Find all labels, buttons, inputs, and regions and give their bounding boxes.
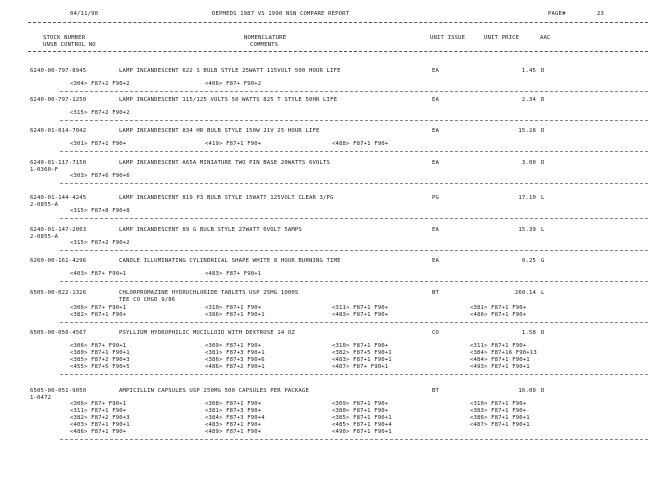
installation-count: <483> F87+1 F90+1 [332, 357, 392, 363]
installation-count: <304> F87+2 F90+2 [70, 81, 130, 87]
unit-price: 15.28 [518, 128, 536, 134]
installation-count: <382> F87+2 F90+3 [70, 415, 130, 421]
aac-code: L [541, 227, 545, 233]
installation-count: <384> F87+3 F90+4 [205, 415, 265, 421]
installation-count: <310> F87+1 F90+ [332, 343, 389, 349]
installation-count: <309> F87+1 F90+ [205, 343, 262, 349]
aac-code: G [541, 258, 545, 264]
installation-count: <386> F87+1 F90+1 [470, 415, 530, 421]
installation-count: <486> F87+2 F90+1 [205, 364, 265, 370]
stock-number: 6240-01-014-7042 [30, 128, 87, 134]
nomenclature: LAMP INCANDESCENT 89 G BULB STYLE 27WATT 6VOLT 5AMPS [119, 227, 302, 233]
control-number: 1-0472 [30, 395, 52, 401]
unit-price: 2.34 [521, 97, 536, 103]
stock-number: 6240-00-797-1250 [30, 97, 87, 103]
column-header-rule [28, 51, 648, 52]
installation-count: <306> F87+ F90+1 [70, 401, 127, 407]
installation-count: <487> F87+1 F90+1 [470, 422, 530, 428]
col-aac: AAC [540, 35, 551, 41]
unit-issue: BT [432, 388, 440, 394]
nomenclature: LAMP INCANDESCENT 834 HR BULB STYLE 150W 21V 25 HOUR LIFE [119, 128, 320, 134]
installation-count: <315> F87+8 F90+8 [70, 208, 130, 214]
installation-count: <455> F87+5 F90+5 [70, 364, 130, 370]
unit-issue: EA [432, 97, 440, 103]
installation-count: <315> F87+2 F90+2 [70, 240, 130, 246]
aac-code: D [541, 330, 545, 336]
nomenclature: LAMP INCANDESCENT 622 S BULB STYLE 25WATT 115VOLT 500 HOUR LIFE [119, 68, 341, 74]
installation-count: <381> F87+3 F90+1 [205, 350, 265, 356]
unit-issue: BT [432, 290, 440, 296]
installation-count: <483> F87+ F90+1 [205, 271, 262, 277]
col-unit-issue: UNIT ISSUE [430, 35, 466, 41]
installation-count: <311> F87+1 F90+ [332, 305, 389, 311]
aac-code: D [541, 97, 545, 103]
stock-number: 6505-00-051-9050 [30, 388, 87, 394]
item-separator [60, 183, 648, 184]
nomenclature: LAMP INCANDESCENT 819 P3 BULB STYLE 15WATT 125VOLT CLEAR 3/PG [119, 195, 334, 201]
installation-count: <483> F87+1 F90+ [332, 312, 389, 318]
installation-count: <485> F87+1 F90+4 [332, 422, 392, 428]
installation-count: <310> F87+1 F90+ [205, 305, 262, 311]
nomenclature: AMPICILLIN CAPSULES USP 250MG 500 CAPSULES PER PACKAGE [119, 388, 309, 394]
control-number: 1-0360-F [30, 167, 59, 173]
installation-count: <403> F87+ F90+1 [70, 271, 127, 277]
item-separator [60, 151, 648, 152]
stock-number: 6240-01-144-4245 [30, 195, 87, 201]
installation-count: <487> F87+ F90+1 [332, 364, 389, 370]
installation-count: <381> F87+1 F90+ [470, 305, 527, 311]
nomenclature: LAMP INCANDESCENT A65A MINIATURE TWO PIN BASE 20WATTS 6VOLTS [119, 160, 331, 166]
unit-issue: EA [432, 160, 440, 166]
installation-count: <489> F87+1 F90+ [205, 429, 262, 435]
installation-count: <381> F87+3 F90+ [205, 408, 262, 414]
nomenclature: CHLORPROMAZINE HYDROCHLORIDE TABLETS USP 25MG 1000S [119, 290, 299, 296]
stock-number: 6505-00-022-1326 [30, 290, 87, 296]
col-comments: COMMENTS [250, 42, 279, 48]
installation-count: <315> F87+2 F90+2 [70, 110, 130, 116]
installation-count: <486> F87+1 F90+ [70, 429, 127, 435]
installation-count: <486> F87+1 F90+ [470, 312, 527, 318]
aac-code: D [541, 160, 545, 166]
item-separator [60, 91, 648, 92]
report-date: 04/11/90 [70, 11, 99, 17]
col-nomenclature: NOMENCLATURE [244, 35, 287, 41]
installation-count: <484> F87+1 F90+1 [470, 357, 530, 363]
unit-issue: EA [432, 128, 440, 134]
col-unit-price: UNIT PRICE [484, 35, 520, 41]
item-separator [60, 281, 648, 282]
installation-count: <490> F87+1 F90+1 [332, 429, 392, 435]
installation-count: <384> F87+16 F90+13 [470, 350, 537, 356]
installation-count: <385> F87+1 F90+1 [332, 415, 392, 421]
installation-count: <382> F87+5 F90+1 [332, 350, 392, 356]
unit-price: 1.58 [521, 330, 536, 336]
nomenclature: LAMP INCANDESCENT 115/125 VOLTS 50 WATTS 825 T STYLE 50HR LIFE [119, 97, 338, 103]
unit-price: 16.09 [518, 388, 536, 394]
col-stock-number: STOCK NUMBER [43, 35, 86, 41]
installation-count: <306> F87+ F90+1 [70, 343, 127, 349]
item-separator [60, 120, 648, 121]
page-number: 23 [597, 11, 605, 17]
installation-count: <382> F87+1 F90+ [70, 312, 127, 318]
item-separator [60, 322, 648, 323]
aac-code: D [541, 388, 545, 394]
comment: TEE CO CHGD 9/86 [119, 297, 176, 303]
nomenclature: PSYLLIUM HYDROPHILIC MUCILLOID WITH DEXTROSE 14 OZ [119, 330, 295, 336]
unit-price: 17.10 [518, 195, 536, 201]
installation-count: <488> F87+1 F90+ [332, 141, 389, 147]
installation-count: <483> F87+1 F90+ [205, 422, 262, 428]
unit-price: 260.14 [514, 290, 536, 296]
installation-count: <310> F87+1 F90+ [470, 401, 527, 407]
unit-price: 1.45 [521, 68, 536, 74]
unit-price: 15.39 [518, 227, 536, 233]
item-separator [60, 218, 648, 219]
installation-count: <386> F87+3 F90+6 [205, 357, 265, 363]
unit-price: 0.25 [521, 258, 536, 264]
aac-code: L [541, 195, 545, 201]
stock-number: 6505-00-050-4567 [30, 330, 87, 336]
unit-issue: EA [432, 68, 440, 74]
item-separator [60, 250, 648, 251]
installation-count: <311> F87+1 F90+ [70, 408, 127, 414]
unit-price: 3.00 [521, 160, 536, 166]
col-control-no: UNSB CONTROL NO [43, 42, 96, 48]
nomenclature: CANDLE ILLUMINATING CYLINDRICAL SHAPE WHITE 8 HOUR BURNING TIME [119, 258, 341, 264]
unit-issue: EA [432, 258, 440, 264]
installation-count: <303> F87+6 F90+6 [70, 173, 130, 179]
unit-issue: CO [432, 330, 440, 336]
installation-count: <403> F87+1 F90+1 [70, 422, 130, 428]
installation-count: <406> F87+ F90+2 [205, 81, 262, 87]
aac-code: D [541, 128, 545, 134]
stock-number: 6240-01-117-7150 [30, 160, 87, 166]
page-label: PAGE# [548, 11, 566, 17]
installation-count: <301> F87+1 F90+ [70, 141, 127, 147]
installation-count: <380> F87+1 F90+ [332, 408, 389, 414]
installation-count: <386> F87+1 F90+1 [205, 312, 265, 318]
aac-code: L [541, 290, 545, 296]
stock-number: 6240-01-147-2063 [30, 227, 87, 233]
title-rule [28, 22, 648, 23]
installation-count: <306> F87+ F90+1 [70, 305, 127, 311]
unit-issue: EA [432, 227, 440, 233]
installation-count: <383> F87+1 F90+ [470, 408, 527, 414]
control-number: 2-0855-A [30, 202, 59, 208]
installation-count: <385> F87+2 F90+3 [70, 357, 130, 363]
installation-count: <309> F87+1 F90+ [332, 401, 389, 407]
aac-code: D [541, 68, 545, 74]
installation-count: <311> F87+1 F90+ [470, 343, 527, 349]
stock-number: 6260-00-161-4296 [30, 258, 87, 264]
unit-issue: PG [432, 195, 440, 201]
installation-count: <419> F87+1 F90+ [205, 141, 262, 147]
report-title: DEPMEDS 1987 VS 1990 NSN COMPARE REPORT [212, 11, 350, 17]
installation-count: <493> F87+1 F90+1 [470, 364, 530, 370]
installation-count: <380> F87+1 F90+1 [70, 350, 130, 356]
installation-count: <308> F87+1 F90+ [205, 401, 262, 407]
control-number: 2-0855-A [30, 234, 59, 240]
item-separator [60, 374, 648, 375]
stock-number: 6240-00-797-8945 [30, 68, 87, 74]
item-separator [60, 439, 648, 440]
